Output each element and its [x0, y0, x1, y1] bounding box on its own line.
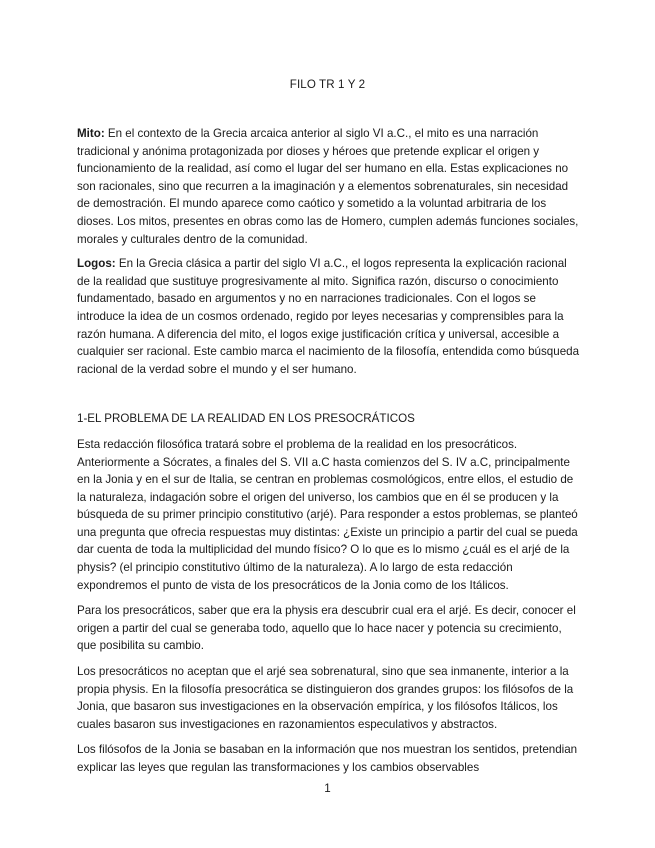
page-number: 1: [324, 782, 331, 795]
logos-text: En la Grecia clásica a partir del siglo VI a.C., el logos representa la explicación racional de la realidad que sustituye progresivamente al mito. Significa razón, discurso o conocimiento fundamentado, basado en argumentos y no en narraciones tradicionales. Con el logos se introduce la idea de un cosmos ordenado, regido por leyes necesarias y comprensibles para la razón humana. A diferencia del mito, el logos exige justificación crítica y universal, accesible a cualquier ser racional. Este cambio marca el nacimiento de la filosofía, entendida como búsqueda racional de la verdad sobre el mundo y el ser humano.: [77, 257, 580, 376]
mito-term: Mito:: [77, 127, 105, 140]
document-body: [77, 125, 581, 777]
document-title: FILO TR 1 Y 2: [289, 78, 366, 91]
paragraph: Esta redacción filosófica tratará sobre el problema de la realidad en los presocráticos. Anteriormente a Sócrates, a finales del S. VII a.C hasta comienzos del S. IV a.C, principalmente en la Jonia y en el sur de Italia, se centran en problemas cosmológicos, entre ellos, el estudio de la naturaleza, indagación sobre el origen del universo, los cambios que en él se producen y la búsqueda de su primer principio constitutivo (arjé). Para responder a estos problemas, se planteó una pregunta que ofrecia respuestas muy distintas: ¿Existe un principio a partir del cual se pueda dar cuenta de toda la multiplicidad del mundo físico? O lo que es lo mismo ¿cuál es el arjé de la physis? (el principio constitutivo último de la naturaleza). A lo largo de esta redacción expondremos el punto de vista de los presocráticos de la Jonia como de los Itálicos.: [77, 437, 578, 592]
paragraph: Los presocráticos no aceptan que el arjé sea sobrenatural, sino que sea inmanente, interior a la propia physis. En la filosofía presocrática se distinguieron dos grandes grupos: los filósofos de la Jonia, que basaron sus investigaciones en la observación empírica, y los filósofos Itálicos, los cuales basaron sus investigaciones en razonamientos especulativos y abstractos.: [77, 665, 574, 731]
section-heading: 1-EL PROBLEMA DE LA REALIDAD EN LOS PRESOCRÁTICOS: [77, 412, 415, 426]
paragraph: Los filósofos de la Jonia se basaban en la información que nos muestran los sentidos, pretendian explicar las leyes que regulan las transformaciones y los cambios observables: [77, 743, 578, 774]
paragraph: Para los presocráticos, saber que era la physis era descubrir cual era el arjé. Es decir, conocer el origen a partir del cual se generaba todo, aquello que lo hace nacer y potencia su crecimiento, que posibilita su cambio.: [77, 604, 576, 653]
mito-text: En el contexto de la Grecia arcaica anterior al siglo VI a.C., el mito es una narración tradicional y anónima protagonizada por dioses y héroes que pretende explicar el origen y funcionamiento de la realidad, así como el lugar del ser humano en ella. Estas explicaciones no son racionales, sino que recurren a la imaginación y a elementos sobrenaturales, sin necesidad de demostración. El mundo aparece como caótico y sometido a la voluntad arbitraria de los dioses. Los mitos, presentes en obras como las de Homero, cumplen además funciones sociales, morales y culturales dentro de la comunidad.: [77, 127, 579, 246]
logos-definition: [77, 255, 581, 378]
logos-term: Logos:: [77, 257, 116, 271]
mito-definition: [77, 125, 581, 248]
